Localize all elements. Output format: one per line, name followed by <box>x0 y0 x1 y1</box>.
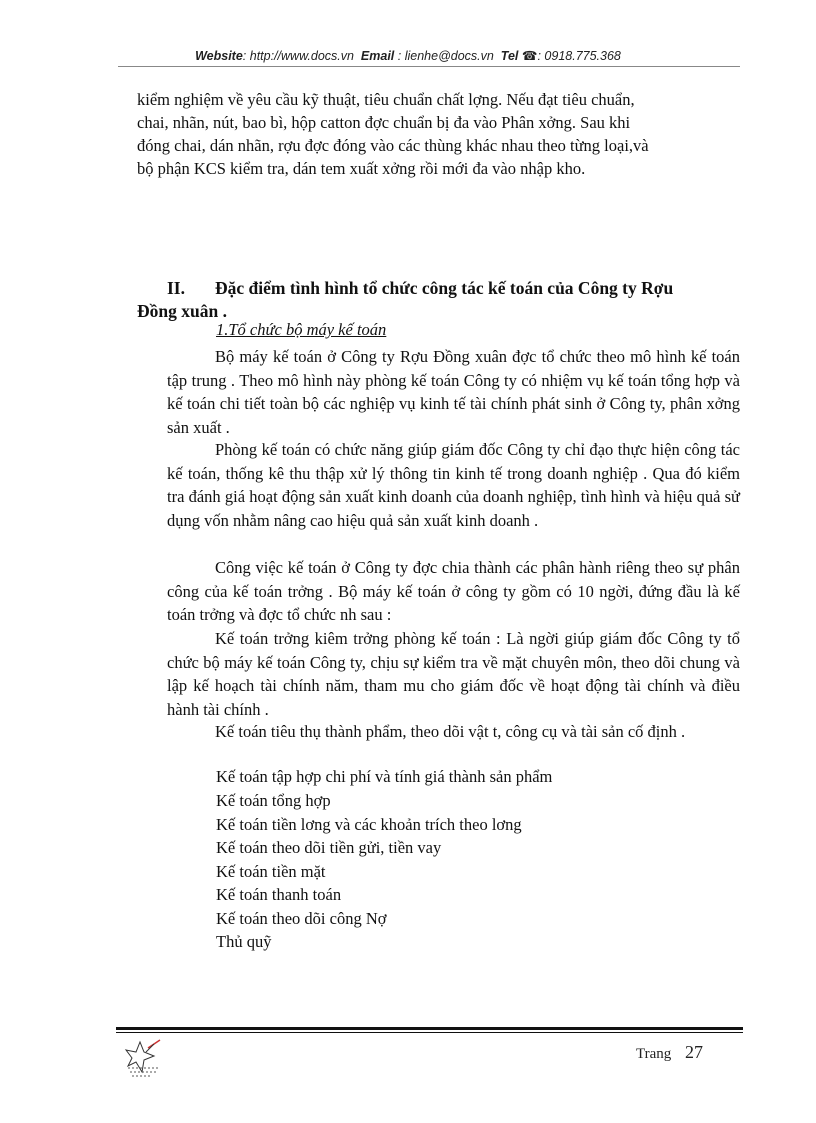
footer-divider-thick <box>116 1027 743 1030</box>
email-value: : lienhe@docs.vn <box>397 49 494 63</box>
section-number: II. <box>167 278 185 298</box>
intro-line: bộ phận KCS kiểm tra, dán tem xuất xởng rồi mới đa vào nhập kho. <box>137 159 586 178</box>
email-label: Email <box>360 49 395 63</box>
intro-line: chai, nhãn, nút, bao bì, hộp catton đợc chuẩn bị đa vào Phân xởng. Sau khi <box>137 113 631 132</box>
page-number-value: 27 <box>685 1042 704 1062</box>
subsection-title: 1.Tổ chức bộ máy kế toán <box>216 320 387 339</box>
list-item: Kế toán tiền mặt <box>216 862 326 881</box>
intro-line: kiểm nghiệm về yêu cầu kỹ thuật, tiêu chuẩn chất lợng. Nếu đạt tiêu chuẩn, <box>137 90 635 109</box>
header-divider <box>118 66 740 67</box>
paragraph: Kế toán tiêu thụ thành phẩm, theo dõi vật t, công cụ và tài sản cố định . <box>215 722 686 741</box>
page-header <box>0 48 816 63</box>
decorative-logo-icon <box>118 1038 164 1080</box>
phone-icon: ☎ <box>521 49 538 63</box>
list-item: Kế toán theo dõi tiền gửi, tiền vay <box>216 838 442 857</box>
footer-divider-thin <box>116 1032 743 1033</box>
section-heading <box>137 277 740 300</box>
paragraph: Công việc kế toán ở Công ty đợc chia thành các phân hành riêng theo sự phân công của kế toán trởng . Bộ máy kế toán ở công ty gồm có 10 ngời, đứng đầu là kế toán trởng và đợc tổ chức nh sau : <box>167 558 740 624</box>
list-item: Kế toán tổng hợp <box>216 791 331 810</box>
section-title-line2: Đồng xuân . <box>137 301 227 321</box>
list-item: Kế toán tập hợp chi phí và tính giá thành sản phẩm <box>216 767 553 786</box>
website-label: Website <box>195 49 243 63</box>
tel-value: : 0918.775.368 <box>537 49 621 63</box>
paragraph: Kế toán trởng kiêm trởng phòng kế toán : Là ngời giúp giám đốc Công ty tổ chức bộ máy kế toán Công ty, chịu sự kiểm tra về mặt chuyên môn, theo dõi chung và lập kế hoạch tài chính năm, tham mu cho giám đốc về hoạt động tài chính và điều hành tài chính . <box>167 629 740 719</box>
page-label: Trang <box>636 1046 672 1062</box>
list-item: Kế toán thanh toán <box>216 885 342 904</box>
paragraph: Phòng kế toán có chức năng giúp giám đốc Công ty chỉ đạo thực hiện công tác kế toán, thống kê thu thập xử lý thông tin kinh tế trong doanh nghiệp . Qua đó kiểm tra đánh giá hoạt động sản xuất kinh doanh của doanh nghiệp, tình hình và hiệu quả sử dụng vốn nhằm nâng cao hiệu quả sản xuất kinh doanh . <box>167 440 740 530</box>
paragraph: Bộ máy kế toán ở Công ty Rợu Đồng xuân đợc tổ chức theo mô hình kế toán tập trung . Theo mô hình này phòng kế toán Công ty có nhiệm vụ kế toán tổng hợp và kế toán chi tiết toàn bộ các nghiệp vụ kinh tế tài chính phát sinh ở Công ty, phân xởng sản xuất . <box>167 347 740 437</box>
list-item: Kế toán theo dõi công Nợ <box>216 909 387 928</box>
list-item: Kế toán tiền lơng và các khoản trích theo lơng <box>216 815 522 834</box>
section-title-line1: Đặc điểm tình hình tổ chức công tác kế toán của Công ty Rợu <box>215 278 674 298</box>
intro-line: đóng chai, dán nhãn, rợu đợc đóng vào các thùng khác nhau theo từng loại,và <box>137 136 649 155</box>
website-value: : http://www.docs.vn <box>242 49 354 63</box>
page-number <box>636 1042 703 1063</box>
list-item: Thủ quỹ <box>216 932 272 951</box>
tel-label: Tel <box>500 49 519 63</box>
